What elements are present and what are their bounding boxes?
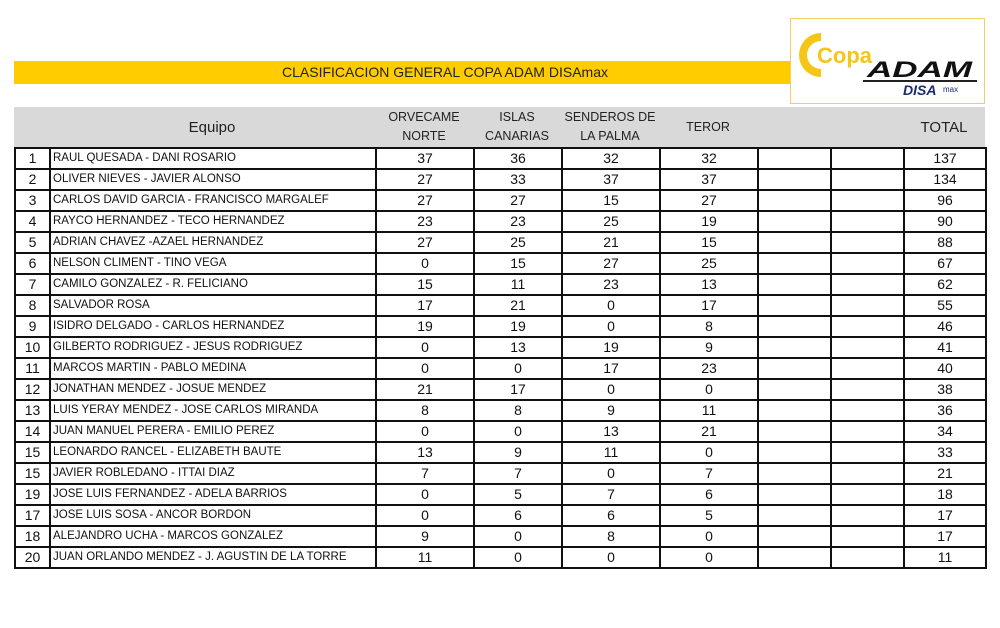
- position-cell: 5: [15, 232, 50, 253]
- header-event5: [757, 107, 830, 147]
- islas-canarias-score: 19: [474, 316, 562, 337]
- header-orvecame-line1: ORVECAME: [388, 110, 460, 124]
- event5-score: [758, 379, 831, 400]
- table-row: [15, 421, 986, 442]
- orvecame-norte-score: 23: [376, 211, 474, 232]
- table-row: [15, 148, 986, 169]
- team-name-cell: JOSE LUIS SOSA - ANCOR BORDON: [50, 505, 376, 526]
- senderos-la-palma-score: 23: [562, 274, 660, 295]
- islas-canarias-score: 23: [474, 211, 562, 232]
- team-name-cell: JONATHAN MENDEZ - JOSUE MENDEZ: [50, 379, 376, 400]
- table-row: [15, 295, 986, 316]
- event6-score: [831, 232, 904, 253]
- position-cell: 9: [15, 316, 50, 337]
- teror-score: 19: [660, 211, 758, 232]
- senderos-la-palma-score: 19: [562, 337, 660, 358]
- position-cell: 13: [15, 400, 50, 421]
- senderos-la-palma-score: 6: [562, 505, 660, 526]
- total-score: 137: [904, 148, 986, 169]
- position-cell: 2: [15, 169, 50, 190]
- team-name-cell: NELSON CLIMENT - TINO VEGA: [50, 253, 376, 274]
- header-team: Equipo: [188, 118, 236, 136]
- islas-canarias-score: 6: [474, 505, 562, 526]
- event6-score: [831, 358, 904, 379]
- team-name-cell: JUAN MANUEL PERERA - EMILIO PEREZ: [50, 421, 376, 442]
- event6-score: [831, 505, 904, 526]
- team-name-cell: ISIDRO DELGADO - CARLOS HERNANDEZ: [50, 316, 376, 337]
- event6-score: [831, 379, 904, 400]
- event6-score: [831, 190, 904, 211]
- team-name-cell: RAYCO HERNANDEZ - TECO HERNANDEZ: [50, 211, 376, 232]
- position-cell: 18: [15, 526, 50, 547]
- event6-score: [831, 337, 904, 358]
- event5-score: [758, 232, 831, 253]
- position-cell: 15: [15, 463, 50, 484]
- event5-score: [758, 274, 831, 295]
- event5-score: [758, 190, 831, 211]
- orvecame-norte-score: 11: [376, 547, 474, 568]
- position-cell: 1: [15, 148, 50, 169]
- total-score: 38: [904, 379, 986, 400]
- islas-canarias-score: 0: [474, 547, 562, 568]
- table-row: [15, 379, 986, 400]
- event5-score: [758, 337, 831, 358]
- event5-score: [758, 484, 831, 505]
- islas-canarias-score: 13: [474, 337, 562, 358]
- event6-score: [831, 484, 904, 505]
- total-score: 67: [904, 253, 986, 274]
- position-cell: 12: [15, 379, 50, 400]
- position-cell: 15: [15, 442, 50, 463]
- table-row: [15, 400, 986, 421]
- orvecame-norte-score: 0: [376, 421, 474, 442]
- event6-score: [831, 526, 904, 547]
- event5-score: [758, 316, 831, 337]
- team-name-cell: OLIVER NIEVES - JAVIER ALONSO: [50, 169, 376, 190]
- position-cell: 3: [15, 190, 50, 211]
- header-islas-line1: ISLAS: [499, 110, 535, 124]
- header-islas-line2: CANARIAS: [485, 129, 549, 143]
- event5-score: [758, 358, 831, 379]
- event5-score: [758, 547, 831, 568]
- event5-score: [758, 505, 831, 526]
- table-header: [14, 107, 985, 147]
- team-name-cell: ADRIAN CHAVEZ -AZAEL HERNANDEZ: [50, 232, 376, 253]
- position-cell: 11: [15, 358, 50, 379]
- table-row: [15, 232, 986, 253]
- header-islas-canarias: [473, 107, 561, 147]
- senderos-la-palma-score: 0: [562, 295, 660, 316]
- orvecame-norte-score: 7: [376, 463, 474, 484]
- total-score: 88: [904, 232, 986, 253]
- teror-score: 17: [660, 295, 758, 316]
- islas-canarias-score: 0: [474, 526, 562, 547]
- team-name-cell: GILBERTO RODRIGUEZ - JESUS RODRIGUEZ: [50, 337, 376, 358]
- orvecame-norte-score: 37: [376, 148, 474, 169]
- senderos-la-palma-score: 7: [562, 484, 660, 505]
- table-row: [15, 358, 986, 379]
- islas-canarias-score: 9: [474, 442, 562, 463]
- islas-canarias-score: 8: [474, 400, 562, 421]
- event5-score: [758, 526, 831, 547]
- teror-score: 0: [660, 547, 758, 568]
- position-cell: 14: [15, 421, 50, 442]
- senderos-la-palma-score: 0: [562, 316, 660, 337]
- event6-score: [831, 169, 904, 190]
- header-senderos-la-palma: [561, 107, 659, 147]
- table-row: [15, 547, 986, 568]
- islas-canarias-score: 27: [474, 190, 562, 211]
- senderos-la-palma-score: 32: [562, 148, 660, 169]
- event5-score: [758, 400, 831, 421]
- event5-score: [758, 463, 831, 484]
- event6-score: [831, 148, 904, 169]
- header-total: TOTAL: [920, 118, 968, 136]
- table-row: [15, 190, 986, 211]
- event5-score: [758, 253, 831, 274]
- total-score: 11: [904, 547, 986, 568]
- event5-score: [758, 169, 831, 190]
- event6-score: [831, 316, 904, 337]
- page-title: CLASIFICACION GENERAL COPA ADAM DISAmax: [282, 64, 608, 80]
- position-cell: 6: [15, 253, 50, 274]
- header-orvecame-line2: NORTE: [402, 129, 446, 143]
- team-name-cell: JUAN ORLANDO MENDEZ - J. AGUSTIN DE LA TORRE: [50, 547, 376, 568]
- orvecame-norte-score: 17: [376, 295, 474, 316]
- senderos-la-palma-score: 8: [562, 526, 660, 547]
- orvecame-norte-score: 9: [376, 526, 474, 547]
- title-band: [14, 61, 791, 84]
- orvecame-norte-score: 0: [376, 337, 474, 358]
- senderos-la-palma-score: 0: [562, 463, 660, 484]
- senderos-la-palma-score: 21: [562, 232, 660, 253]
- teror-score: 0: [660, 379, 758, 400]
- team-name-cell: MARCOS MARTIN - PABLO MEDINA: [50, 358, 376, 379]
- orvecame-norte-score: 19: [376, 316, 474, 337]
- table-row: [15, 337, 986, 358]
- total-score: 96: [904, 190, 986, 211]
- header-teror: TEROR: [686, 119, 730, 134]
- event5-score: [758, 211, 831, 232]
- event5-score: [758, 421, 831, 442]
- teror-score: 0: [660, 526, 758, 547]
- table-row: [15, 211, 986, 232]
- teror-score: 21: [660, 421, 758, 442]
- teror-score: 0: [660, 442, 758, 463]
- senderos-la-palma-score: 15: [562, 190, 660, 211]
- total-score: 18: [904, 484, 986, 505]
- senderos-la-palma-score: 37: [562, 169, 660, 190]
- islas-canarias-score: 15: [474, 253, 562, 274]
- islas-canarias-score: 33: [474, 169, 562, 190]
- total-score: 46: [904, 316, 986, 337]
- senderos-la-palma-score: 11: [562, 442, 660, 463]
- islas-canarias-score: 11: [474, 274, 562, 295]
- teror-score: 37: [660, 169, 758, 190]
- teror-score: 13: [660, 274, 758, 295]
- table-row: [15, 253, 986, 274]
- total-score: 55: [904, 295, 986, 316]
- position-cell: 4: [15, 211, 50, 232]
- senderos-la-palma-score: 27: [562, 253, 660, 274]
- orvecame-norte-score: 15: [376, 274, 474, 295]
- total-score: 33: [904, 442, 986, 463]
- team-name-cell: JAVIER ROBLEDANO - ITTAI DIAZ: [50, 463, 376, 484]
- senderos-la-palma-score: 25: [562, 211, 660, 232]
- teror-score: 8: [660, 316, 758, 337]
- orvecame-norte-score: 8: [376, 400, 474, 421]
- header-orvecame-norte: [375, 107, 473, 147]
- logo-disa-text: DISA: [903, 82, 937, 98]
- team-name-cell: JOSE LUIS FERNANDEZ - ADELA BARRIOS: [50, 484, 376, 505]
- total-score: 34: [904, 421, 986, 442]
- teror-score: 27: [660, 190, 758, 211]
- table-row: [15, 463, 986, 484]
- total-score: 62: [904, 274, 986, 295]
- total-score: 17: [904, 526, 986, 547]
- senderos-la-palma-score: 0: [562, 379, 660, 400]
- total-score: 21: [904, 463, 986, 484]
- event6-score: [831, 295, 904, 316]
- event6-score: [831, 211, 904, 232]
- event6-score: [831, 463, 904, 484]
- logo-copa-text: Copa: [817, 43, 872, 68]
- total-score: 134: [904, 169, 986, 190]
- teror-score: 7: [660, 463, 758, 484]
- orvecame-norte-score: 21: [376, 379, 474, 400]
- logo-graphic: [791, 19, 986, 105]
- teror-score: 23: [660, 358, 758, 379]
- teror-score: 15: [660, 232, 758, 253]
- islas-canarias-score: 36: [474, 148, 562, 169]
- islas-canarias-score: 21: [474, 295, 562, 316]
- orvecame-norte-score: 27: [376, 169, 474, 190]
- teror-score: 6: [660, 484, 758, 505]
- islas-canarias-score: 17: [474, 379, 562, 400]
- table-row: [15, 442, 986, 463]
- event5-score: [758, 148, 831, 169]
- event6-score: [831, 442, 904, 463]
- table-row: [15, 274, 986, 295]
- team-name-cell: CAMILO GONZALEZ - R. FELICIANO: [50, 274, 376, 295]
- table-row: [15, 505, 986, 526]
- teror-score: 32: [660, 148, 758, 169]
- senderos-la-palma-score: 0: [562, 547, 660, 568]
- islas-canarias-score: 25: [474, 232, 562, 253]
- total-score: 90: [904, 211, 986, 232]
- event6-score: [831, 253, 904, 274]
- team-name-cell: CARLOS DAVID GARCIA - FRANCISCO MARGALEF: [50, 190, 376, 211]
- table-row: [15, 316, 986, 337]
- header-senderos-line1: SENDEROS DE: [564, 110, 656, 124]
- position-cell: 19: [15, 484, 50, 505]
- orvecame-norte-score: 13: [376, 442, 474, 463]
- orvecame-norte-score: 0: [376, 505, 474, 526]
- teror-score: 9: [660, 337, 758, 358]
- teror-score: 11: [660, 400, 758, 421]
- orvecame-norte-score: 0: [376, 484, 474, 505]
- standings-body: [15, 148, 986, 568]
- event5-score: [758, 442, 831, 463]
- event6-score: [831, 400, 904, 421]
- senderos-la-palma-score: 13: [562, 421, 660, 442]
- islas-canarias-score: 0: [474, 421, 562, 442]
- standings-table: [14, 147, 987, 569]
- copa-adam-disa-logo: [790, 18, 985, 104]
- team-name-cell: ALEJANDRO UCHA - MARCOS GONZALEZ: [50, 526, 376, 547]
- islas-canarias-score: 0: [474, 358, 562, 379]
- senderos-la-palma-score: 17: [562, 358, 660, 379]
- orvecame-norte-score: 0: [376, 358, 474, 379]
- position-cell: 10: [15, 337, 50, 358]
- islas-canarias-score: 5: [474, 484, 562, 505]
- total-score: 41: [904, 337, 986, 358]
- teror-score: 5: [660, 505, 758, 526]
- orvecame-norte-score: 0: [376, 253, 474, 274]
- total-score: 36: [904, 400, 986, 421]
- team-name-cell: LUIS YERAY MENDEZ - JOSE CARLOS MIRANDA: [50, 400, 376, 421]
- table-row: [15, 484, 986, 505]
- total-score: 40: [904, 358, 986, 379]
- header-senderos-line2: LA PALMA: [580, 129, 640, 143]
- teror-score: 25: [660, 253, 758, 274]
- position-cell: 20: [15, 547, 50, 568]
- team-name-cell: SALVADOR ROSA: [50, 295, 376, 316]
- table-row: [15, 169, 986, 190]
- senderos-la-palma-score: 9: [562, 400, 660, 421]
- logo-adam-text: ADAM: [865, 57, 974, 82]
- islas-canarias-score: 7: [474, 463, 562, 484]
- event6-score: [831, 421, 904, 442]
- position-cell: 17: [15, 505, 50, 526]
- team-name-cell: RAUL QUESADA - DANI ROSARIO: [50, 148, 376, 169]
- table-row: [15, 526, 986, 547]
- position-cell: 7: [15, 274, 50, 295]
- event6-score: [831, 274, 904, 295]
- event5-score: [758, 295, 831, 316]
- orvecame-norte-score: 27: [376, 190, 474, 211]
- logo-max-text: max: [943, 85, 959, 94]
- header-event6: [830, 107, 903, 147]
- total-score: 17: [904, 505, 986, 526]
- orvecame-norte-score: 27: [376, 232, 474, 253]
- event6-score: [831, 547, 904, 568]
- team-name-cell: LEONARDO RANCEL - ELIZABETH BAUTE: [50, 442, 376, 463]
- position-cell: 8: [15, 295, 50, 316]
